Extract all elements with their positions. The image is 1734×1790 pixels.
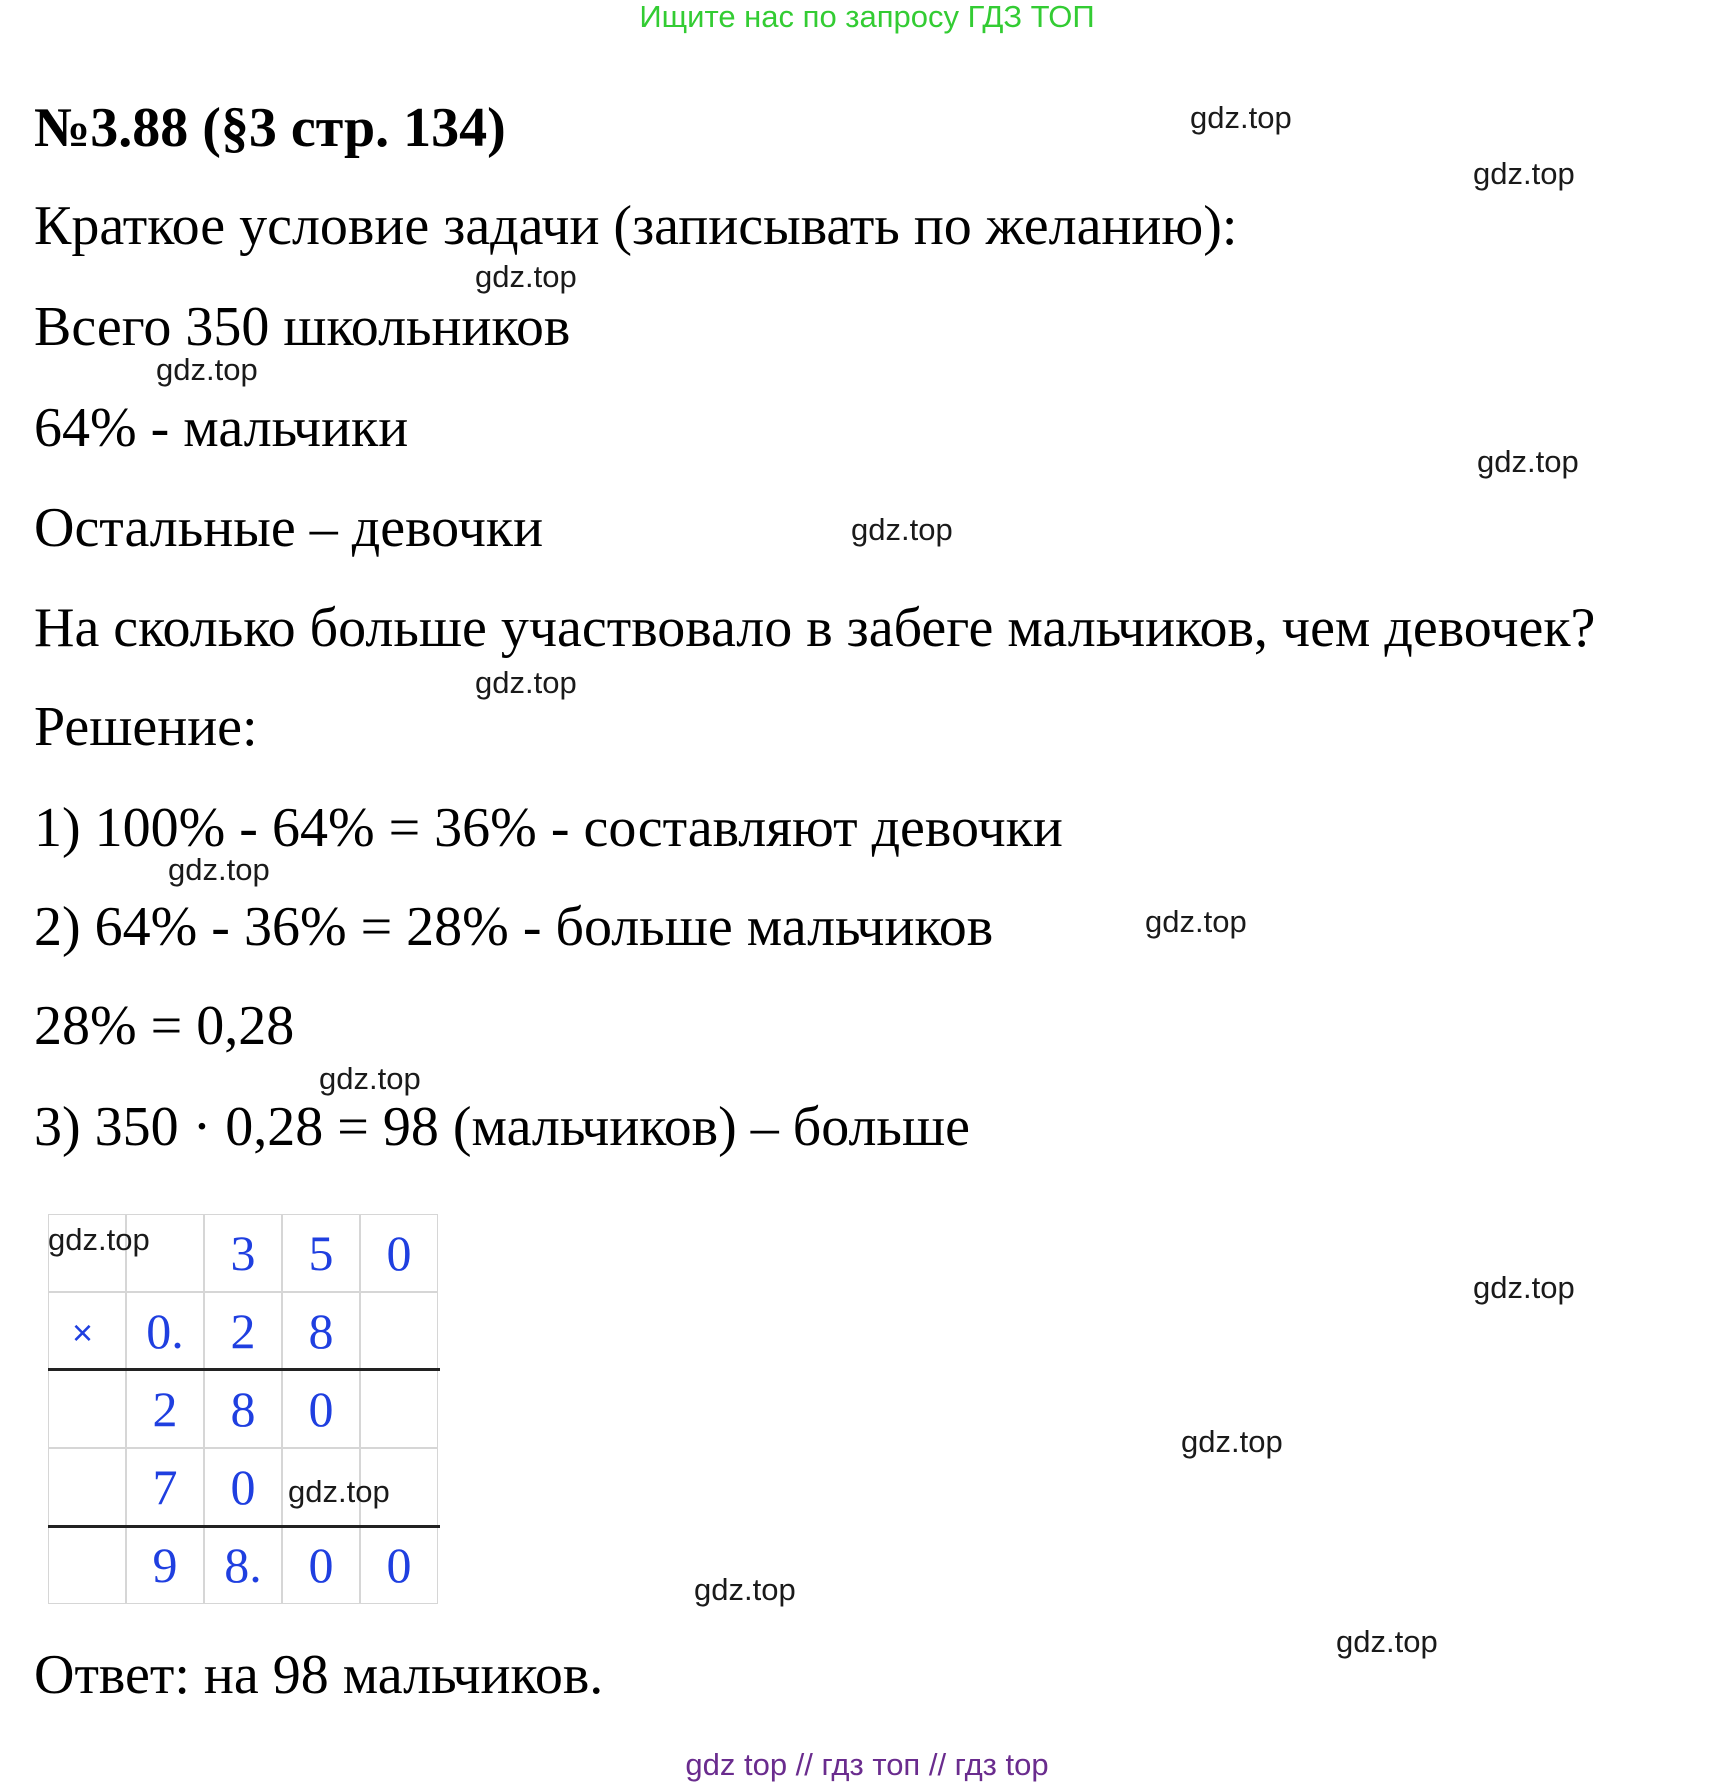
watermark: gdz.top [1336,1624,1438,1659]
sum-divider [48,1525,440,1528]
watermark: gdz.top [1473,156,1575,191]
grid-cell [48,1526,126,1604]
grid-cell: 0 [204,1448,282,1526]
watermark: gdz.top [1190,100,1292,135]
condition-total: Всего 350 школьников [34,296,571,358]
grid-cell: 0 [282,1370,360,1448]
condition-boys: 64% - мальчики [34,397,409,459]
watermark: gdz.top [156,352,258,387]
grid-cell: 0 [282,1526,360,1604]
watermark: gdz.top [851,512,953,547]
grid-cell: 8. [204,1526,282,1604]
watermark: gdz.top [1181,1424,1283,1459]
grid-cell: 5 [282,1214,360,1292]
watermark: gdz.top [1145,904,1247,939]
percent-conversion: 28% = 0,28 [34,995,295,1057]
grid-cell: 7 [126,1448,204,1526]
grid-cell [360,1370,438,1448]
grid-cell [48,1370,126,1448]
condition-girls: Остальные – девочки [34,497,544,559]
condition-header: Краткое условие задачи (записывать по желанию): [34,195,1238,257]
footer-watermark: gdz top // гдз топ // гдз top [685,1747,1049,1782]
grid-cell: 8 [282,1292,360,1370]
result-divider [48,1368,440,1371]
grid-cell [360,1292,438,1370]
watermark: gdz.top [319,1061,421,1096]
solution-step-2: 2) 64% - 36% = 28% - больше мальчиков [34,896,994,958]
watermark: gdz.top [694,1572,796,1607]
watermark: gdz.top [1477,444,1579,479]
grid-cell: 2 [204,1292,282,1370]
grid-cell: 0 [360,1526,438,1604]
question: На сколько больше участвовало в забеге мальчиков, чем девочек? [34,597,1596,659]
grid-cell: 0 [360,1214,438,1292]
watermark: gdz.top [475,665,577,700]
grid-cell [48,1448,126,1526]
grid-cell: 9 [126,1526,204,1604]
multiply-sign-icon: × [72,1312,94,1353]
watermark: gdz.top [168,852,270,887]
column-multiplication [48,1214,440,1604]
solution-header: Решение: [34,696,258,758]
solution-step-1: 1) 100% - 64% = 36% - составляют девочки [34,797,1063,859]
problem-title: №3.88 (§3 стр. 134) [34,97,506,159]
watermark: gdz.top [475,259,577,294]
grid-cell: 8 [204,1370,282,1448]
search-banner: Ищите нас по запросу ГДЗ ТОП [639,0,1095,34]
watermark: gdz.top [288,1474,390,1509]
answer-line: Ответ: на 98 мальчиков. [34,1644,604,1706]
grid-cell: 0. [126,1292,204,1370]
watermark: gdz.top [48,1222,150,1257]
grid-cell: 3 [204,1214,282,1292]
watermark: gdz.top [1473,1270,1575,1305]
solution-step-3: 3) 350 · 0,28 = 98 (мальчиков) – больше [34,1096,970,1158]
grid-cell: 2 [126,1370,204,1448]
